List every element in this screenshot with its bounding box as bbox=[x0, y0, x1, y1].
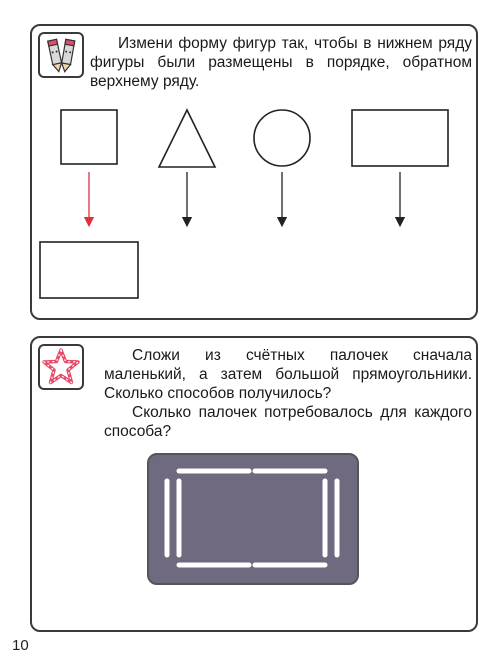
square-shape bbox=[61, 110, 117, 164]
task-2-paragraph-1: Сложи из счётных палочек сначала маленький, а затем большой прямоугольники. Сколько способов получилось? bbox=[104, 347, 472, 402]
task-2-text bbox=[104, 346, 472, 441]
star-sticks-icon bbox=[38, 344, 84, 390]
task-2-panel bbox=[30, 336, 478, 632]
circle-shape bbox=[254, 110, 310, 166]
shapes-diagram bbox=[32, 26, 478, 320]
sticks-tray-image bbox=[147, 453, 359, 585]
page-number: 10 bbox=[12, 637, 29, 654]
task-2-paragraph-2: Сколько палочек потребовалось для каждого способа? bbox=[104, 404, 472, 440]
rectangle-shape bbox=[352, 110, 448, 166]
task-1-panel bbox=[30, 24, 478, 320]
task-1-paragraph: Измени форму фигур так, чтобы в нижнем ряду фигуры были размещены в порядке, обратном верхнему ряду. bbox=[90, 35, 472, 90]
triangle-shape bbox=[159, 110, 215, 167]
answer-rectangle bbox=[40, 242, 138, 298]
